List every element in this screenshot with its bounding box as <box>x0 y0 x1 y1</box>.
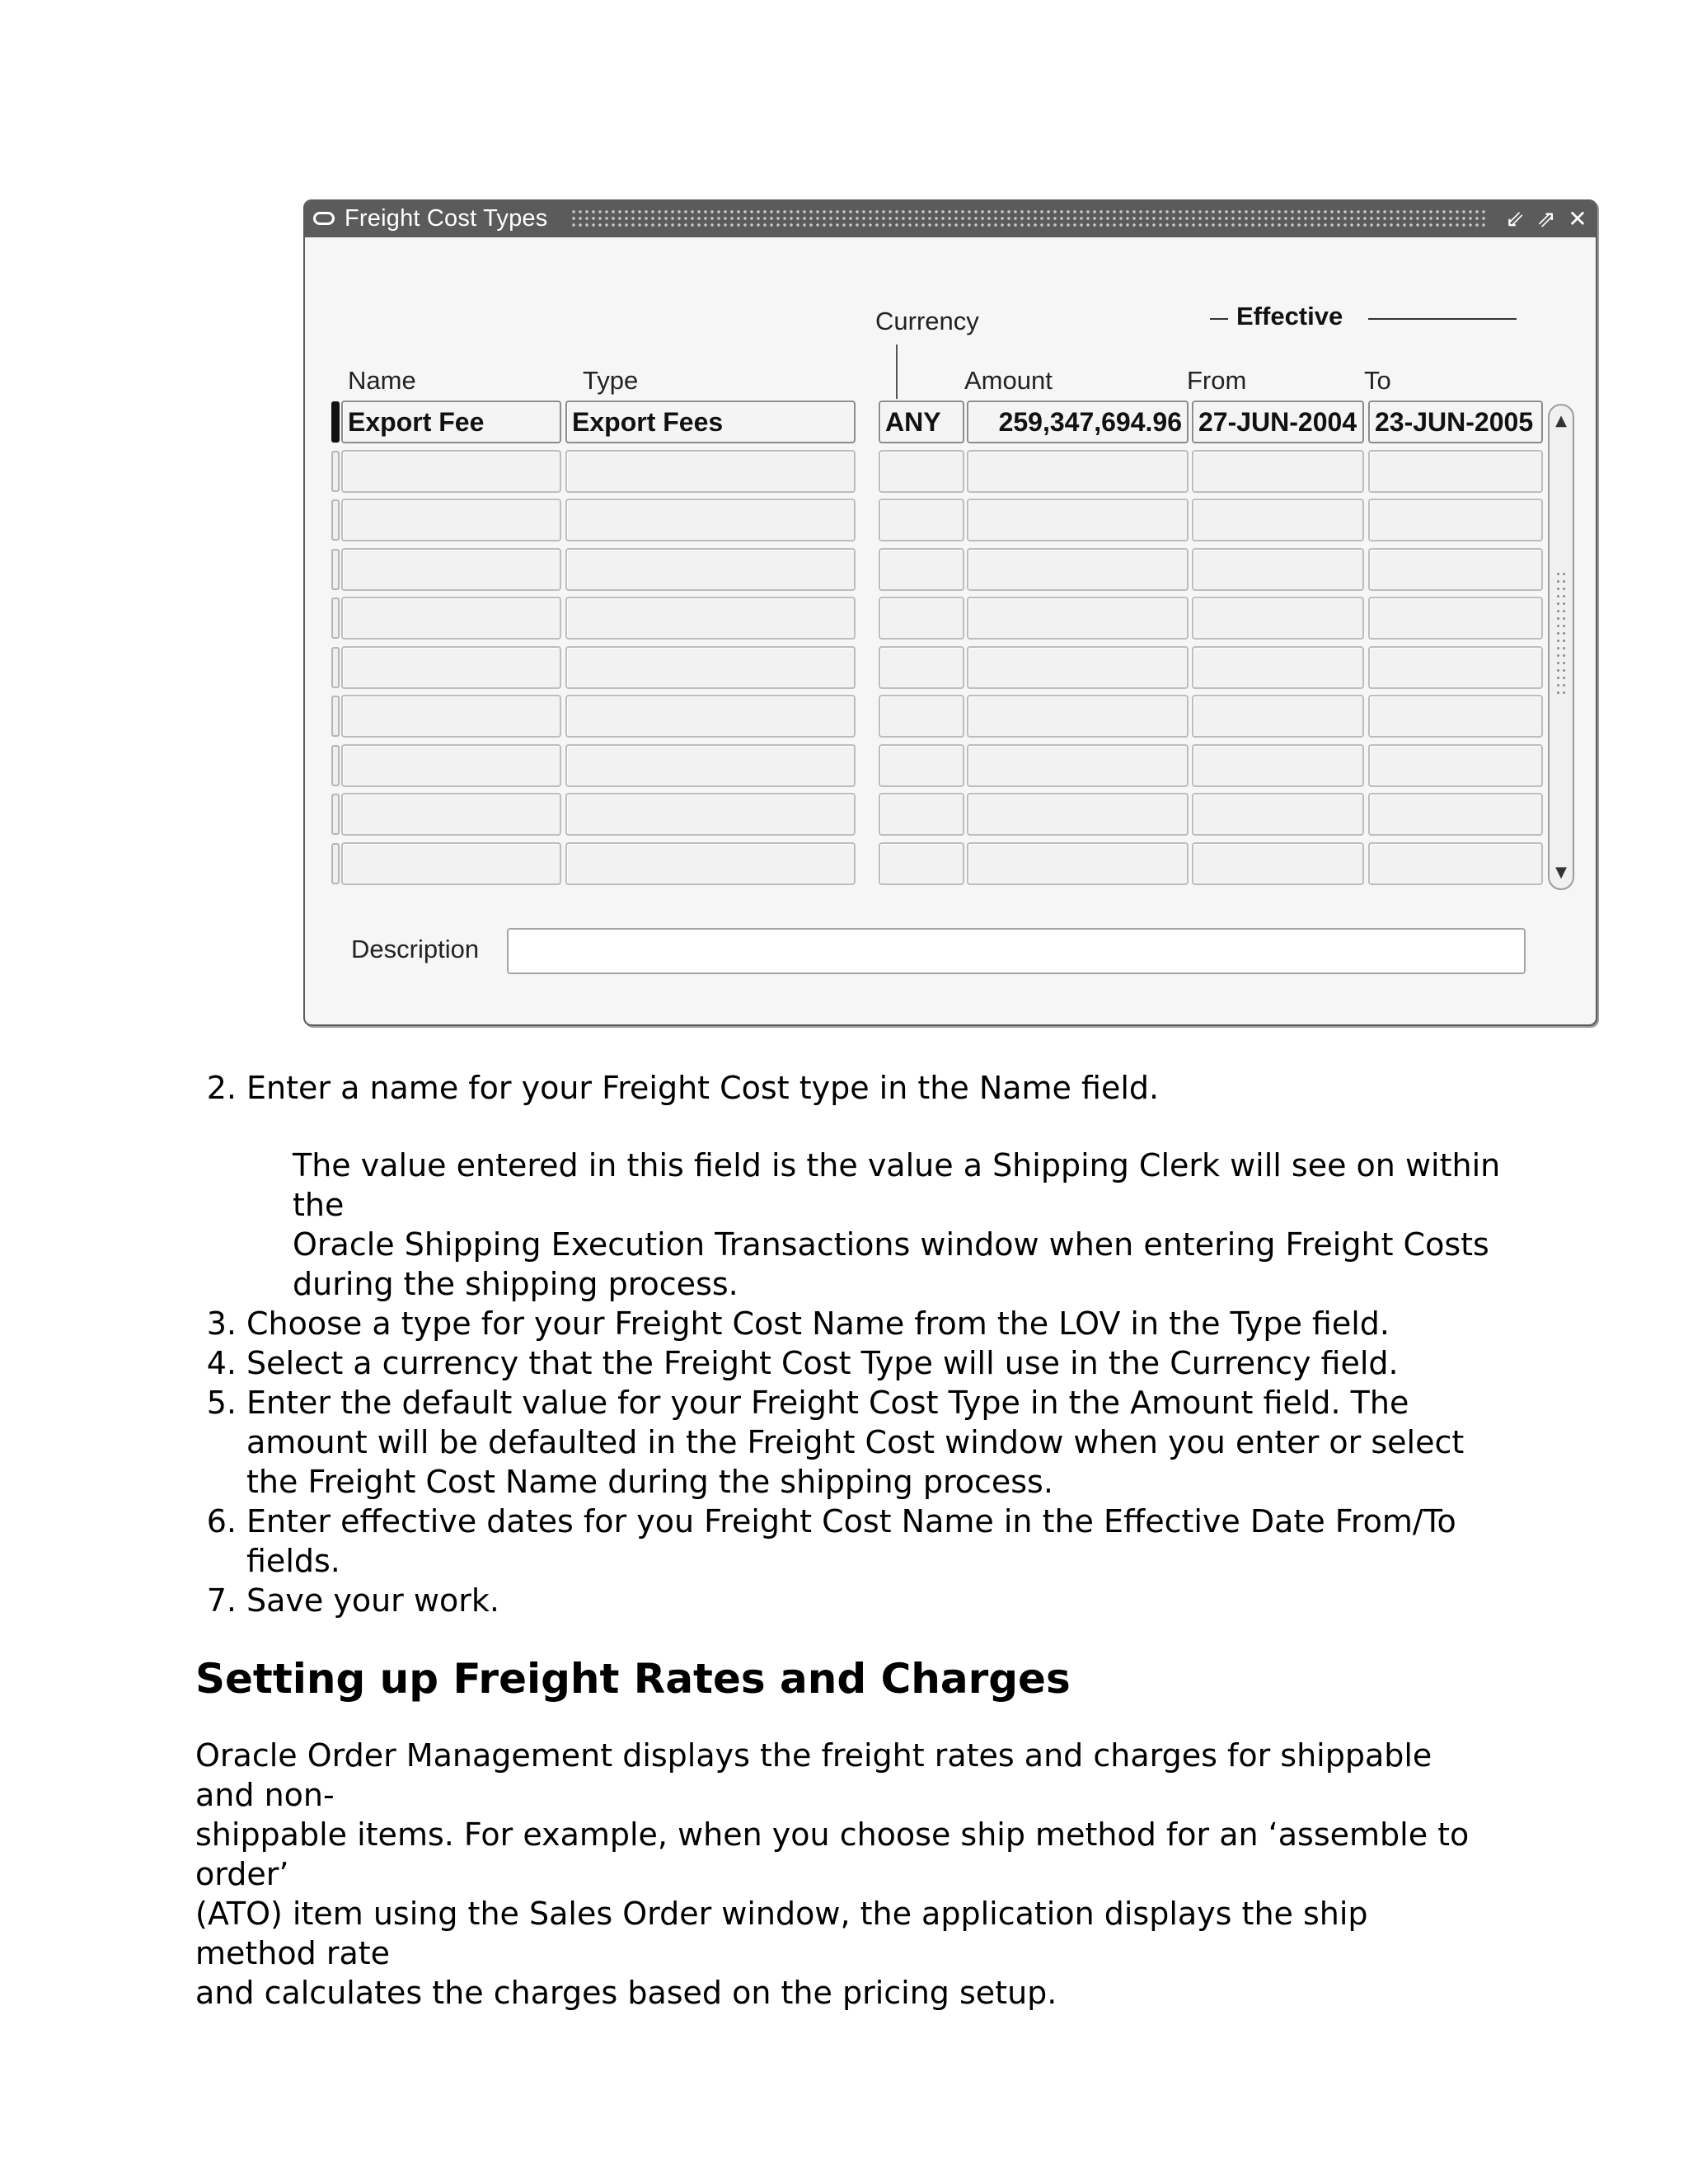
step-text: Enter effective dates for you Freight Cost Name in the Effective Date From/To fields. <box>246 1503 1456 1579</box>
to-cell[interactable] <box>1368 597 1543 640</box>
to-cell[interactable] <box>1368 548 1543 591</box>
currency-cell[interactable] <box>879 695 964 738</box>
name-cell[interactable] <box>341 842 561 885</box>
currency-cell[interactable] <box>879 646 964 689</box>
currency-cell[interactable] <box>879 597 964 640</box>
from-cell[interactable] <box>1192 695 1364 738</box>
window-title: Freight Cost Types <box>345 205 548 232</box>
effective-line-left <box>1210 318 1228 320</box>
amount-cell[interactable] <box>967 401 1189 443</box>
amount-cell[interactable] <box>967 646 1189 689</box>
to-cell[interactable] <box>1368 695 1543 738</box>
type-cell[interactable] <box>565 401 856 443</box>
to-cell[interactable] <box>1368 646 1543 689</box>
step-number: 7. <box>206 1582 237 1619</box>
step-text: Enter the default value for your Freight Cost Type in the Amount field. The amount will be defaulted in the Freight Cost window when you enter or select the Freight Cost Name during the shipping process. <box>246 1385 1465 1500</box>
record-indicator[interactable] <box>331 451 340 492</box>
currency-cell[interactable] <box>879 744 964 787</box>
type-cell[interactable] <box>565 744 856 787</box>
currency-cell[interactable] <box>879 450 964 493</box>
from-column-header: From <box>1187 366 1247 395</box>
scroll-thumb-grip[interactable] <box>1555 570 1567 694</box>
from-cell[interactable] <box>1192 842 1364 885</box>
name-cell[interactable] <box>341 744 561 787</box>
currency-cell[interactable] <box>879 499 964 541</box>
to-column-header: To <box>1364 366 1391 395</box>
currency-cell[interactable] <box>879 842 964 885</box>
currency-value: ANY <box>885 407 941 437</box>
step-text: Save your work. <box>246 1582 499 1619</box>
type-cell[interactable] <box>565 548 856 591</box>
name-cell[interactable] <box>341 401 561 443</box>
from-cell[interactable] <box>1192 597 1364 640</box>
from-cell[interactable] <box>1192 401 1364 443</box>
record-indicator[interactable] <box>331 745 340 786</box>
amount-cell[interactable] <box>967 450 1189 493</box>
amount-column-header: Amount <box>964 366 1053 395</box>
type-cell[interactable] <box>565 450 856 493</box>
amount-value: 259,347,694.96 <box>998 407 1182 437</box>
from-cell[interactable] <box>1192 548 1364 591</box>
name-column-header: Name <box>348 366 416 395</box>
amount-cell[interactable] <box>967 842 1189 885</box>
from-cell[interactable] <box>1192 450 1364 493</box>
to-value: 23-JUN-2005 <box>1375 407 1534 437</box>
amount-cell[interactable] <box>967 695 1189 738</box>
type-column-header: Type <box>583 366 639 395</box>
oracle-logo-icon <box>313 212 335 225</box>
to-cell[interactable] <box>1368 744 1543 787</box>
step-2-note: The value entered in this field is the value a Shipping Clerk will see on within the Oracle Shipping Execution Transactions window when entering Freight Costs during the shipping process. <box>293 1147 1501 1302</box>
close-icon[interactable]: ✕ <box>1568 205 1587 232</box>
step-number: 2. <box>206 1070 237 1106</box>
record-indicator[interactable] <box>331 696 340 737</box>
step-number: 5. <box>206 1385 237 1421</box>
scroll-up-icon[interactable]: ▲ <box>1555 412 1567 429</box>
name-cell[interactable] <box>341 695 561 738</box>
record-indicator[interactable] <box>331 598 340 639</box>
amount-cell[interactable] <box>967 548 1189 591</box>
amount-cell[interactable] <box>967 499 1189 541</box>
record-indicator[interactable] <box>331 794 340 835</box>
type-cell[interactable] <box>565 793 856 836</box>
amount-cell[interactable] <box>967 744 1189 787</box>
name-cell[interactable] <box>341 597 561 640</box>
to-cell[interactable] <box>1368 842 1543 885</box>
record-indicator[interactable] <box>331 499 340 541</box>
name-cell[interactable] <box>341 548 561 591</box>
currency-header-connector <box>896 344 898 399</box>
name-cell[interactable] <box>341 646 561 689</box>
record-indicator[interactable] <box>331 647 340 688</box>
to-cell[interactable] <box>1368 793 1543 836</box>
type-value: Export Fees <box>572 407 724 437</box>
currency-header: Currency <box>875 307 979 335</box>
currency-cell[interactable] <box>879 401 964 443</box>
description-input[interactable] <box>507 928 1526 974</box>
amount-cell[interactable] <box>967 597 1189 640</box>
effective-header: Effective <box>1236 302 1343 330</box>
minimize-icon[interactable]: ⇙ <box>1505 205 1525 232</box>
type-cell[interactable] <box>565 597 856 640</box>
step-text: Choose a type for your Freight Cost Name from the LOV in the Type field. <box>246 1305 1390 1342</box>
record-indicator[interactable] <box>331 401 340 443</box>
window-titlebar[interactable] <box>305 201 1596 237</box>
type-cell[interactable] <box>565 842 856 885</box>
currency-cell[interactable] <box>879 548 964 591</box>
step-number: 3. <box>206 1305 237 1342</box>
effective-line-right <box>1368 318 1517 320</box>
type-cell[interactable] <box>565 695 856 738</box>
titlebar-drag-texture <box>570 209 1489 230</box>
from-cell[interactable] <box>1192 499 1364 541</box>
to-cell[interactable] <box>1368 450 1543 493</box>
from-cell[interactable] <box>1192 793 1364 836</box>
maximize-icon[interactable]: ⇗ <box>1536 205 1556 232</box>
to-cell[interactable] <box>1368 499 1543 541</box>
from-cell[interactable] <box>1192 744 1364 787</box>
name-cell[interactable] <box>341 793 561 836</box>
section-body: Oracle Order Management displays the freight rates and charges for shippable and non- shippable items. For example, when you choose ship method for an ‘assemble to order’ (ATO) item using the Sales Order window, the application displays the ship method rate and calculates the charges based on the pricing setup. <box>195 1737 1470 2011</box>
to-cell[interactable] <box>1368 401 1543 443</box>
name-value: Export Fee <box>348 407 485 437</box>
record-indicator[interactable] <box>331 549 340 590</box>
section-heading: Setting up Freight Rates and Charges <box>195 1655 1071 1703</box>
step-text: Enter a name for your Freight Cost type in the Name field. <box>246 1070 1160 1106</box>
type-cell[interactable] <box>565 646 856 689</box>
amount-cell[interactable] <box>967 793 1189 836</box>
step-number: 6. <box>206 1503 237 1540</box>
grid-scrollbar[interactable] <box>1548 404 1574 890</box>
scroll-down-icon[interactable]: ▼ <box>1555 864 1567 881</box>
name-cell[interactable] <box>341 499 561 541</box>
currency-cell[interactable] <box>879 793 964 836</box>
type-cell[interactable] <box>565 499 856 541</box>
record-indicator[interactable] <box>331 843 340 884</box>
step-text: Select a currency that the Freight Cost Type will use in the Currency field. <box>246 1345 1399 1381</box>
freight-cost-types-window <box>303 199 1597 1026</box>
from-value: 27-JUN-2004 <box>1198 407 1357 437</box>
description-label: Description <box>351 935 480 963</box>
name-cell[interactable] <box>341 450 561 493</box>
step-number: 4. <box>206 1345 237 1381</box>
from-cell[interactable] <box>1192 646 1364 689</box>
